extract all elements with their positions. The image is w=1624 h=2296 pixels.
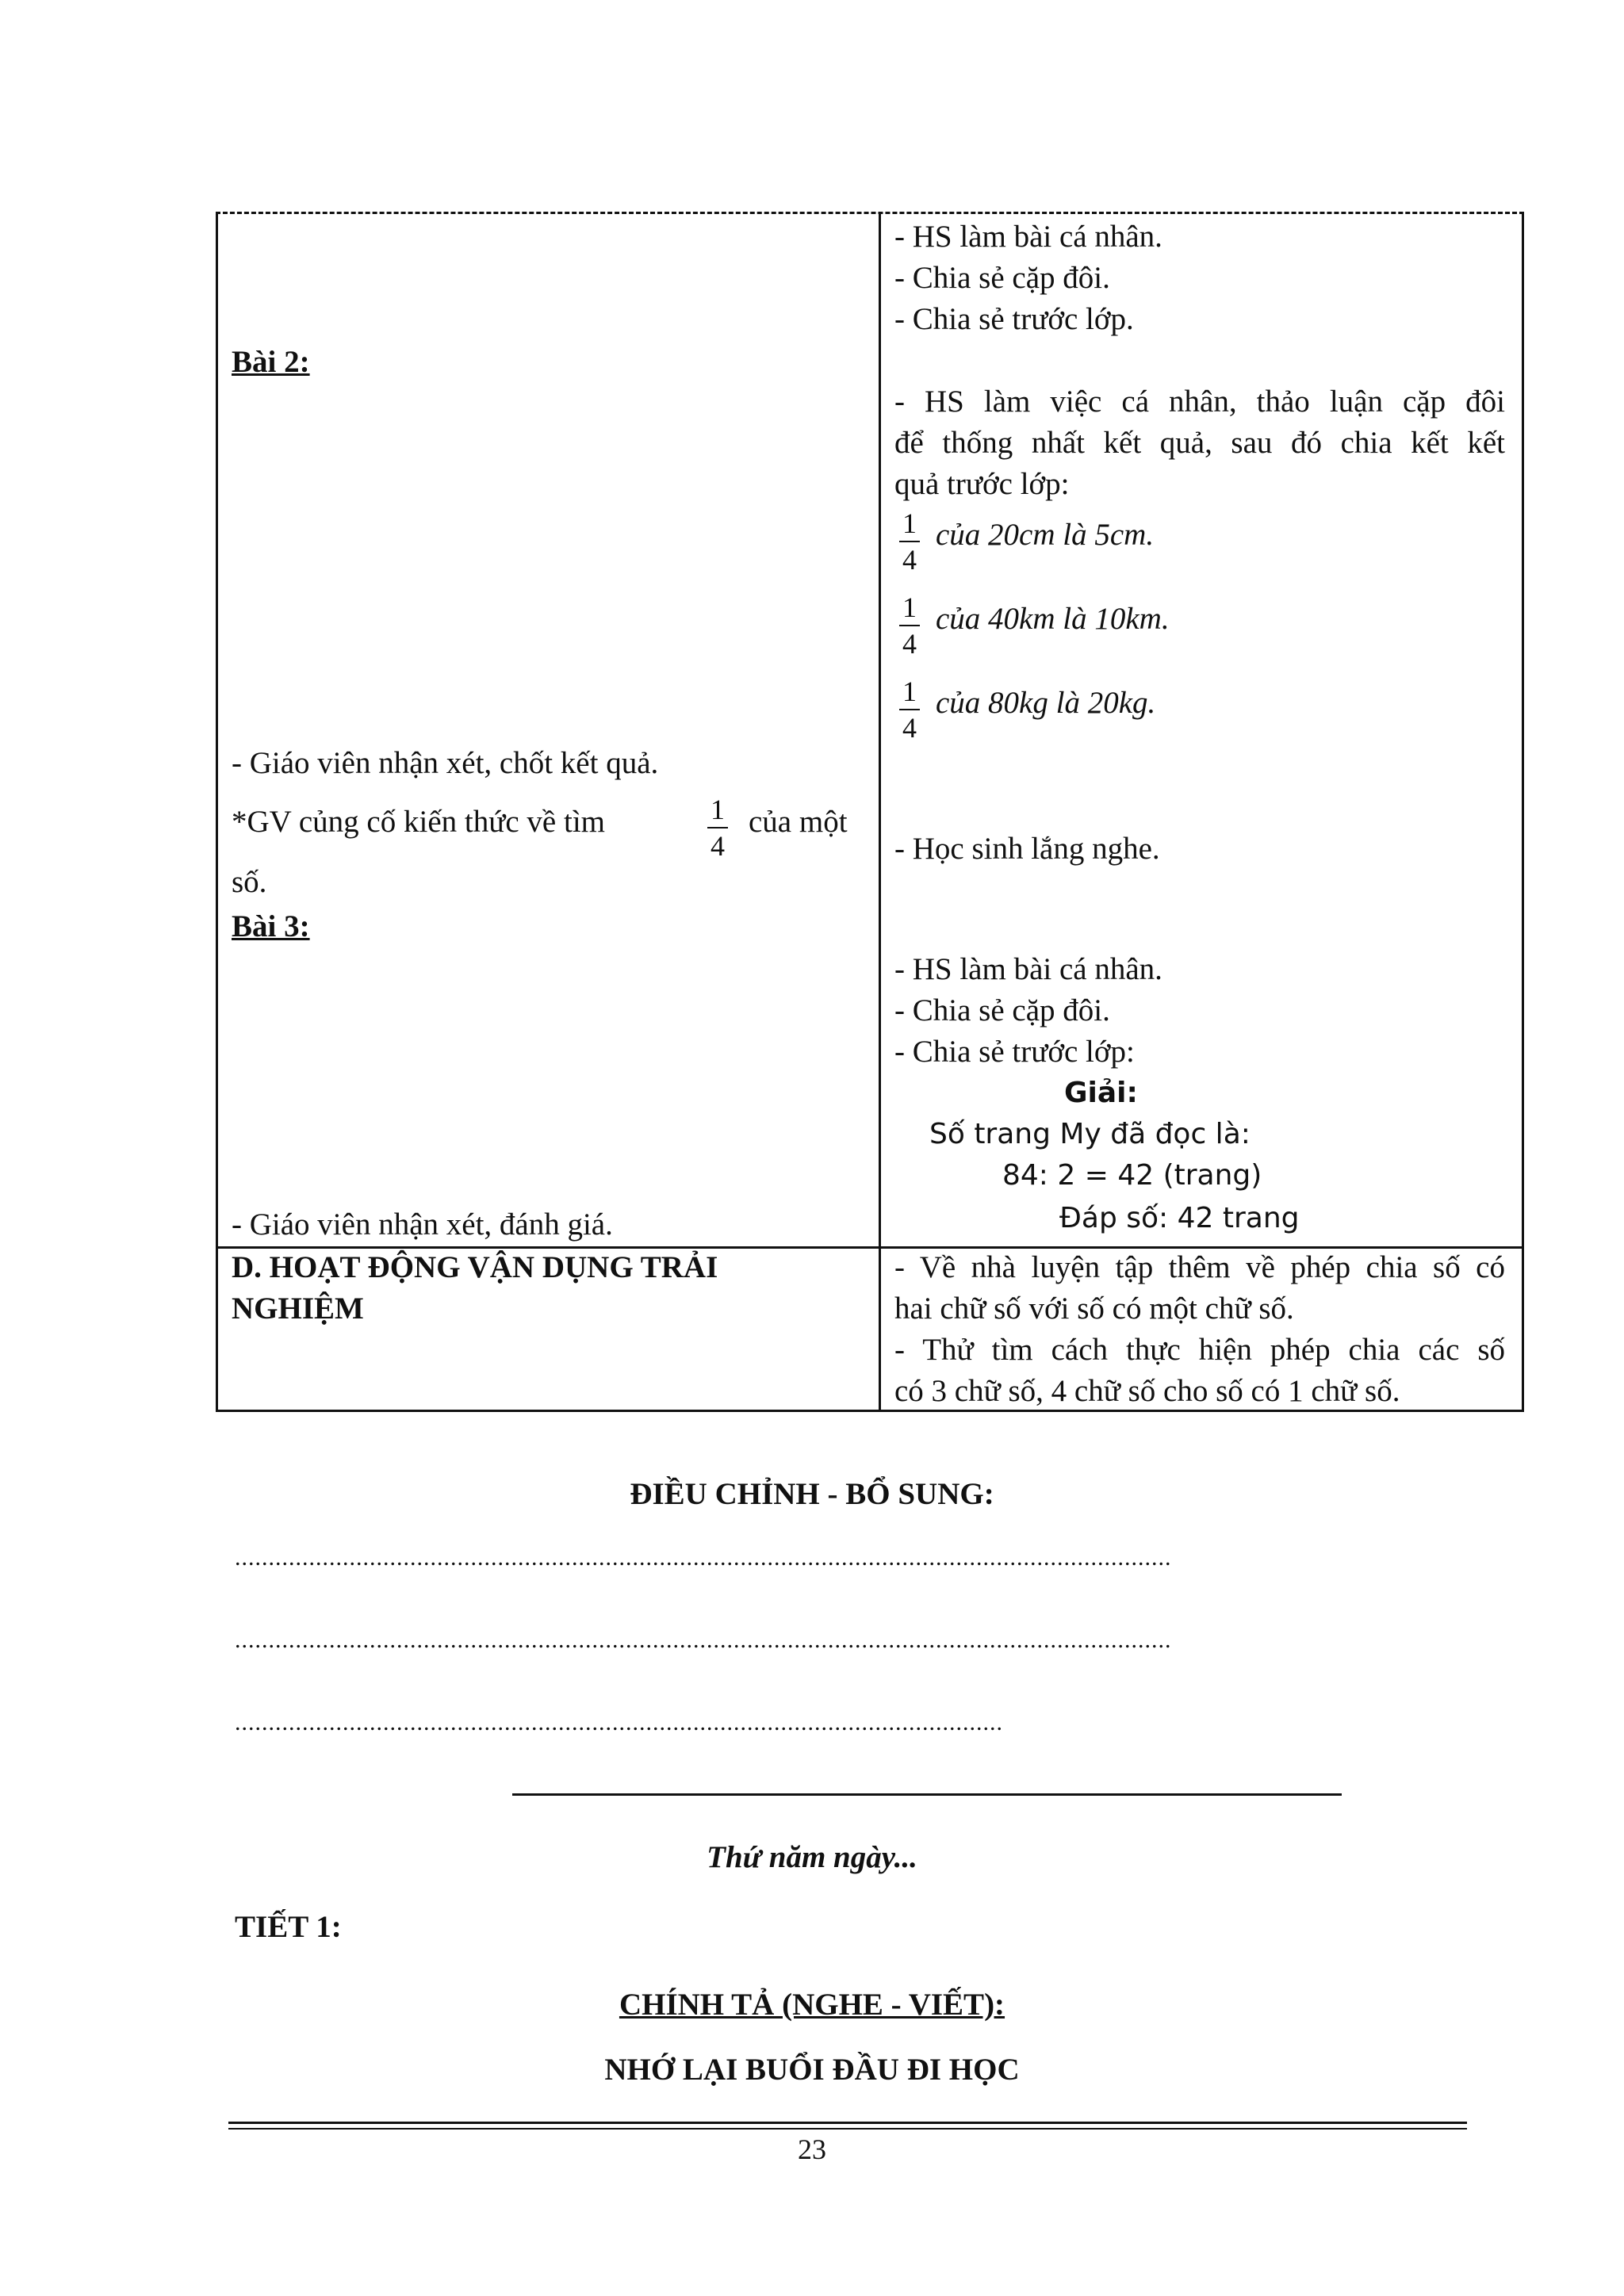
consolidate-text: *GV củng cố kiến thức về tìm [232,805,605,839]
student-activity: - HS làm bài cá nhân. [894,952,1162,986]
student-listen: - Học sinh lắng nghe. [894,832,1160,866]
student-activity: - Chia sẻ trước lớp: [894,1035,1135,1069]
table-right-border [1522,212,1524,1412]
lesson-type: CHÍNH TẢ (NGHE - VIẾT): [619,1988,1005,2022]
homework-line: - Về nhà luyện tập thêm về phép chia số có [894,1250,1505,1284]
footer-rule-top [228,2122,1467,2124]
table-column-divider [879,212,881,1412]
homework-line: có 3 chữ số, 4 chữ số cho số có 1 chữ số. [894,1374,1400,1408]
solution-answer: Đáp số: 42 trang [1059,1202,1300,1234]
solution-line: Số trang My đã đọc là: [929,1118,1251,1150]
lesson-table [216,212,1524,1412]
fraction-one-quarter: 1 4 [704,793,731,863]
period-label: TIẾT 1: [235,1910,342,1944]
dotted-line: .................................................................................................................. [235,1709,1003,1735]
fraction-result: của 80kg là 20kg. [936,686,1156,720]
dotted-line: ........................................................................................................................................... [235,1627,1172,1653]
homework-line: - Thử tìm cách thực hiện phép chia các số [894,1333,1505,1367]
student-activity: - HS làm bài cá nhân. [894,220,1162,254]
adjust-heading: ĐIỀU CHỈNH - BỔ SUNG: [630,1477,994,1511]
student-activity: - Chia sẻ trước lớp. [894,302,1134,336]
consolidate-text-end: số. [232,865,267,899]
teacher-evaluate: - Giáo viên nhận xét, đánh giá. [232,1207,613,1242]
student-activity: - HS làm việc cá nhân, thảo luận cặp đôi [894,385,1505,419]
student-activity: để thống nhất kết quả, sau đó chia kết kết [894,426,1505,460]
homework-line: hai chữ số với số có một chữ số. [894,1292,1294,1326]
solution-label: Giải: [1064,1077,1138,1109]
student-activity: quả trước lớp: [894,467,1070,501]
lesson-title: NHỚ LẠI BUỔI ĐẦU ĐI HỌC [604,2053,1020,2087]
teacher-check-results: - Giáo viên nhận xét, chốt kết quả. [232,746,659,780]
fraction-one-quarter: 1 4 [896,675,923,744]
footer-rule-bottom [228,2128,1467,2130]
bai3-label: Bài 3: [232,909,310,943]
student-activity: - Chia sẻ cặp đôi. [894,993,1110,1027]
fraction-result: của 20cm là 5cm. [936,518,1155,552]
table-left-border [216,212,218,1412]
bai2-label: Bài 2: [232,345,310,379]
solution-line: 84: 2 = 42 (trang) [1002,1159,1262,1192]
student-activity: - Chia sẻ cặp đôi. [894,261,1110,295]
section-d-heading: D. HOẠT ĐỘNG VẬN DỤNG TRẢI [232,1250,718,1284]
fraction-one-quarter: 1 4 [896,507,923,576]
consolidate-text-cont: của một [749,805,848,839]
fraction-one-quarter: 1 4 [896,591,923,660]
section-d-heading-cont: NGHIỆM [232,1292,364,1326]
day-line: Thứ năm ngày... [707,1840,917,1874]
fraction-result: của 40km là 10km. [936,602,1170,636]
table-top-dashed-border [216,212,1524,214]
page-number: 23 [798,2133,826,2165]
separator-line [512,1793,1342,1796]
dotted-line: ........................................................................................................................................... [235,1544,1172,1571]
